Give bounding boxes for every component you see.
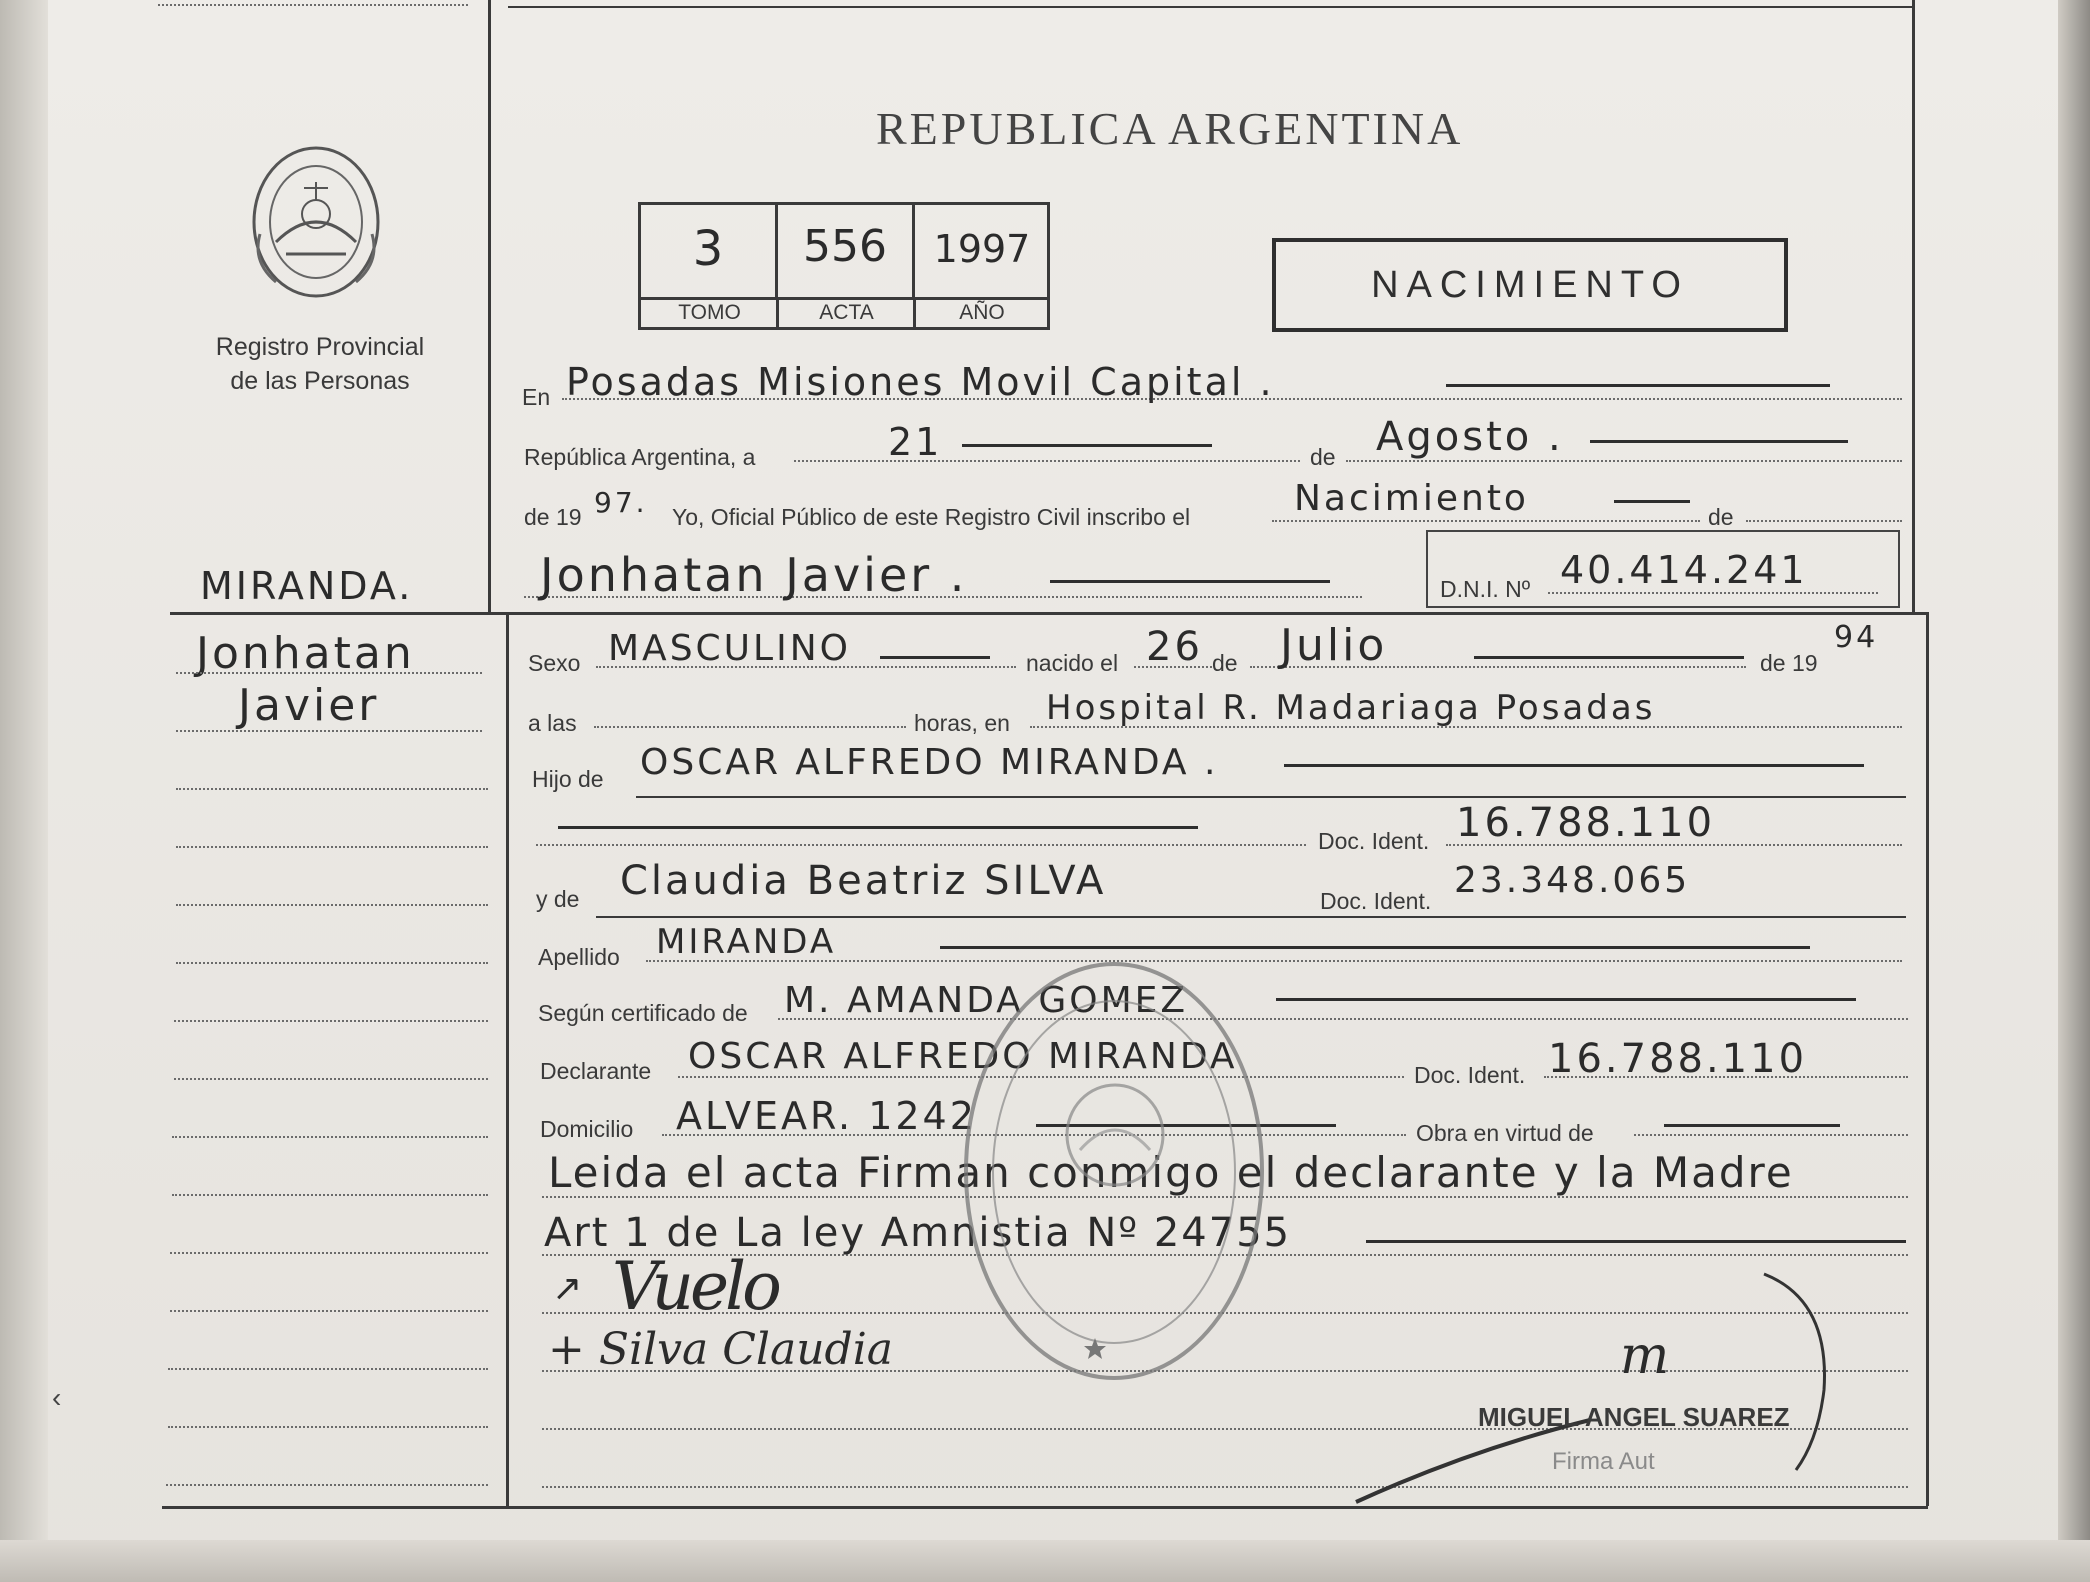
record-number-box bbox=[638, 202, 1050, 330]
label-de-after: de bbox=[1708, 504, 1734, 530]
acta-cell bbox=[778, 205, 915, 297]
record-type: NACIMIENTO bbox=[1371, 264, 1689, 306]
label-declarante: Declarante bbox=[540, 1058, 652, 1084]
tomo-value: 3 bbox=[692, 221, 724, 277]
mother-doc-value: 23.348.065 bbox=[1454, 860, 1691, 901]
birth-place-value: Hospital R. Madariaga Posadas bbox=[1046, 688, 1656, 728]
margin-line bbox=[176, 730, 482, 732]
officer-name: MIGUEL ANGEL SUAREZ bbox=[1478, 1402, 1790, 1432]
note-line-2: Art 1 de La ley Amnistia Nº 24755 bbox=[544, 1210, 1292, 1256]
anio-cell bbox=[915, 205, 1049, 297]
place-fill-stroke bbox=[1446, 384, 1830, 387]
acta-label: ACTA bbox=[819, 301, 874, 324]
label-dni: D.N.I. Nº bbox=[1440, 576, 1531, 602]
label-segun: Según certificado de bbox=[538, 1000, 748, 1026]
margin-surname: MIRANDA. bbox=[200, 564, 414, 608]
father-cont-line bbox=[536, 844, 1306, 846]
anio-value: 1997 bbox=[933, 227, 1031, 271]
label-hijo-de: Hijo de bbox=[532, 766, 604, 792]
right-border-lower bbox=[1926, 612, 1929, 1506]
declarant-value: OSCAR ALFREDO MIRANDA bbox=[688, 1036, 1238, 1077]
margin-line bbox=[168, 1426, 488, 1428]
father-cont-stroke bbox=[558, 826, 1198, 829]
father-value: OSCAR ALFREDO MIRANDA . bbox=[640, 742, 1219, 783]
event-line bbox=[1272, 520, 1700, 522]
stamp-emblem-icon bbox=[1060, 1080, 1170, 1190]
father-doc-value: 16.788.110 bbox=[1456, 800, 1716, 846]
place-value: Posadas Misiones Movil Capital . bbox=[566, 360, 1275, 404]
birth-month-value: Julio bbox=[1280, 620, 1388, 671]
margin-line bbox=[176, 846, 488, 848]
sex-value: MASCULINO bbox=[608, 628, 851, 669]
month-fill-stroke bbox=[1590, 440, 1848, 443]
page-edge-bottom bbox=[0, 1540, 2090, 1582]
mother-signature: + Silva Claudia bbox=[548, 1324, 893, 1375]
label-de-mid: de bbox=[1212, 650, 1238, 676]
record-type-box bbox=[1272, 238, 1788, 332]
label-domicilio: Domicilio bbox=[540, 1116, 634, 1142]
birth-month-fill-stroke bbox=[1474, 656, 1744, 659]
anio-label: AÑO bbox=[959, 301, 1005, 324]
signature-mark: ↗ bbox=[552, 1268, 586, 1309]
page-edge bbox=[2058, 0, 2090, 1582]
label-yo-oficial: Yo, Oficial Público de este Registro Civil inscribo el bbox=[672, 504, 1191, 530]
dni-value: 40.414.241 bbox=[1560, 548, 1808, 592]
margin-line bbox=[176, 672, 482, 674]
label-horas-en: horas, en bbox=[914, 710, 1010, 736]
margin-line bbox=[176, 962, 488, 964]
label-en: En bbox=[522, 384, 551, 410]
day-value: 21 bbox=[888, 420, 943, 464]
officer-initials: m bbox=[1620, 1326, 1673, 1386]
label-nacido: nacido el bbox=[1026, 650, 1119, 676]
tomo-label: TOMO bbox=[678, 301, 741, 324]
father-line bbox=[636, 796, 1906, 798]
registry-name bbox=[180, 330, 460, 398]
tomo-cell bbox=[641, 205, 778, 297]
label-a-las: a las bbox=[528, 710, 577, 736]
margin-line bbox=[174, 1020, 488, 1022]
margin-line bbox=[176, 904, 488, 906]
surname-value: MIRANDA bbox=[656, 922, 837, 962]
country-title: REPUBLICA ARGENTINA bbox=[876, 103, 1464, 154]
declarant-signature: Vuelo bbox=[612, 1248, 778, 1325]
margin-line bbox=[172, 1136, 488, 1138]
mother-value: Claudia Beatriz SILVA bbox=[620, 858, 1107, 904]
label-sexo: Sexo bbox=[528, 650, 581, 676]
event-fill-stroke bbox=[1614, 500, 1690, 503]
acta-value: 556 bbox=[803, 221, 887, 272]
margin-line bbox=[172, 1194, 488, 1196]
birth-day-value: 26 bbox=[1146, 624, 1203, 670]
binding-mark: ‹ bbox=[52, 1382, 62, 1413]
obra-fill-stroke bbox=[1664, 1124, 1840, 1127]
margin-name-1: Jonhatan bbox=[196, 628, 415, 679]
column-divider bbox=[488, 0, 491, 612]
section-divider bbox=[170, 612, 1928, 615]
declarant-doc-value: 16.788.110 bbox=[1548, 1036, 1808, 1082]
label-republica: República Argentina, a bbox=[524, 444, 756, 470]
label-de: de bbox=[1310, 444, 1336, 470]
month-line bbox=[1346, 460, 1902, 462]
hours-line bbox=[594, 726, 906, 728]
day-fill-stroke bbox=[962, 444, 1212, 447]
label-de-19-b: de 19 bbox=[1760, 650, 1818, 676]
margin-line bbox=[168, 1368, 488, 1370]
label-obra: Obra en virtud de bbox=[1416, 1120, 1594, 1146]
birth-year-value: 94 bbox=[1834, 620, 1879, 655]
top-left-rule bbox=[158, 4, 468, 6]
first-names-value: Jonhatan Javier . bbox=[540, 548, 968, 602]
year-suffix-value: 97. bbox=[594, 486, 648, 519]
de-after-line bbox=[1746, 520, 1902, 522]
certificate-value: M. AMANDA GOMEZ bbox=[784, 980, 1189, 1021]
sex-fill-stroke bbox=[880, 656, 990, 659]
label-doc-ident-declarant: Doc. Ident. bbox=[1414, 1062, 1526, 1088]
label-de-19: de 19 bbox=[524, 504, 582, 530]
mother-line bbox=[596, 916, 1906, 918]
margin-line bbox=[170, 1252, 488, 1254]
margin-name-2: Javier bbox=[238, 680, 380, 731]
obra-line bbox=[1634, 1134, 1908, 1136]
note-line-1: Leida el acta Firman conmigo el declarante y la Madre bbox=[548, 1148, 1794, 1197]
certificate-fill-stroke bbox=[1276, 998, 1856, 1001]
margin-line bbox=[170, 1310, 488, 1312]
note-fill-stroke bbox=[1366, 1240, 1906, 1243]
label-doc-ident-mother: Doc. Ident. bbox=[1320, 888, 1432, 914]
top-border bbox=[508, 6, 1914, 8]
event-value: Nacimiento bbox=[1294, 478, 1529, 519]
father-fill-stroke bbox=[1284, 764, 1864, 767]
column-divider-lower bbox=[506, 612, 509, 1506]
names-fill-stroke bbox=[1050, 580, 1330, 583]
cell-divider bbox=[641, 297, 1049, 300]
star-icon bbox=[1082, 1336, 1108, 1362]
officer-role: Firma Aut bbox=[1552, 1448, 1655, 1475]
dni-line bbox=[1548, 592, 1878, 594]
label-apellido: Apellido bbox=[538, 944, 620, 970]
margin-line bbox=[174, 1078, 488, 1080]
registry-line-2: de las Personas bbox=[230, 367, 410, 395]
address-value: ALVEAR. 1242 bbox=[676, 1094, 977, 1138]
day-line bbox=[794, 460, 1300, 462]
month-value: Agosto . bbox=[1376, 414, 1564, 460]
right-border bbox=[1912, 0, 1915, 612]
label-y-de: y de bbox=[536, 886, 580, 912]
surname-fill-stroke bbox=[940, 946, 1810, 949]
label-doc-ident-father: Doc. Ident. bbox=[1318, 828, 1430, 854]
registry-line-1: Registro Provincial bbox=[215, 333, 425, 361]
binding-shadow bbox=[0, 0, 48, 1582]
province-seal-icon bbox=[246, 142, 386, 304]
margin-line bbox=[176, 788, 488, 790]
margin-line bbox=[166, 1484, 488, 1486]
